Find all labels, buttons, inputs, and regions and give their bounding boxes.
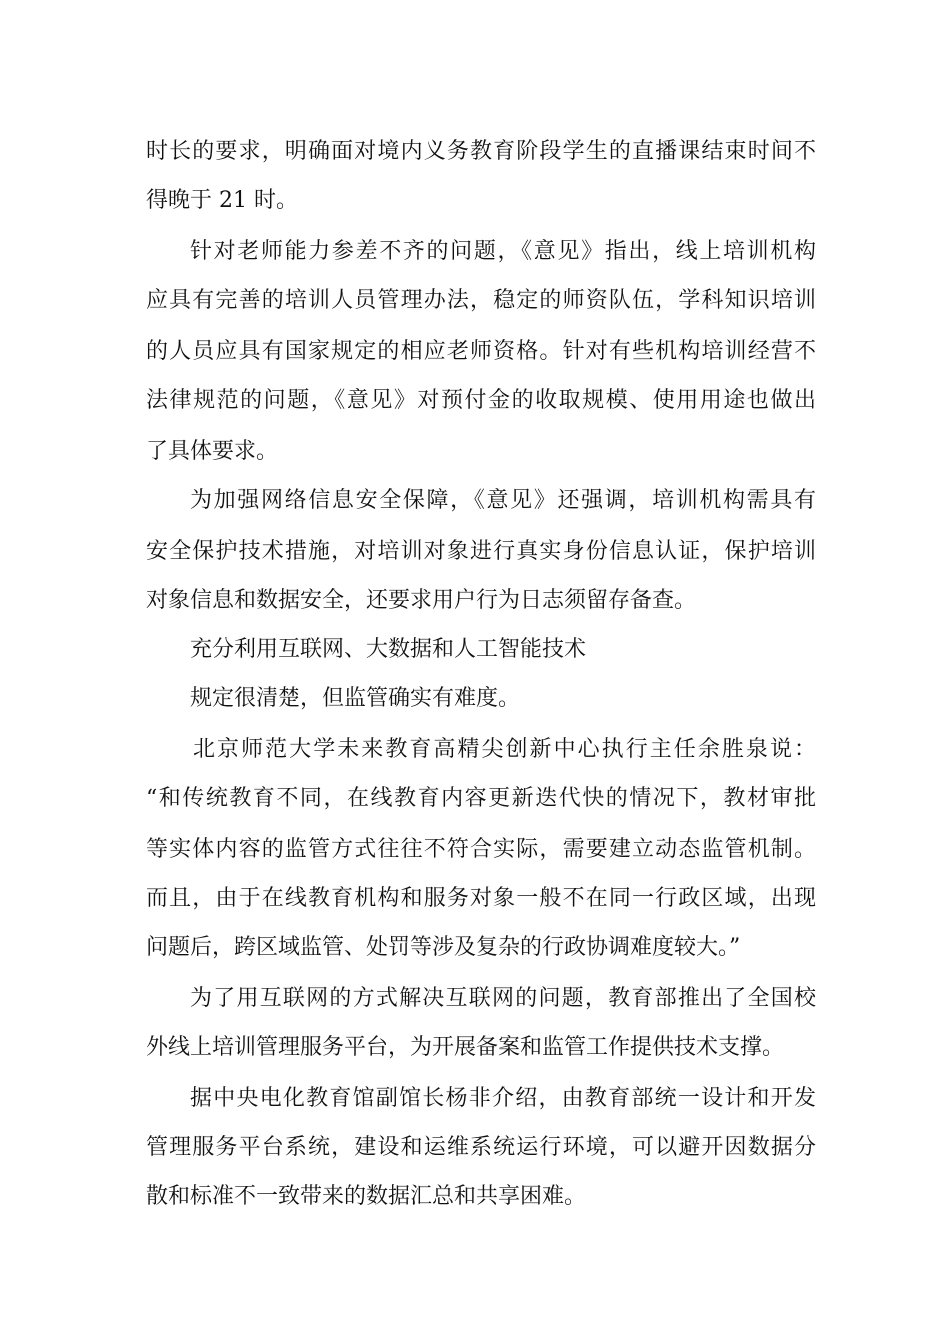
text-line: 散和标准不一致带来的数据汇总和共享困难。 (146, 1184, 587, 1209)
text-line: 等实体内容的监管方式往往不符合实际，需要建立动态监管机制。 (146, 837, 816, 862)
text-line: 问题后，跨区域监管、处罚等涉及复杂的行政协调难度较大。” (146, 935, 741, 960)
text-line: 应具有完善的培训人员管理办法，稳定的师资队伍，学科知识培训 (146, 288, 816, 313)
text-line: 的人员应具有国家规定的相应老师资格。针对有些机构培训经营不 (146, 339, 816, 364)
paragraph-first-line: 北京师范大学未来教育高精尖创新中心执行主任余胜泉说： (193, 737, 816, 762)
text-line: 了具体要求。 (146, 439, 279, 464)
text-line: 对象信息和数据安全，还要求用户行为日志须留存备查。 (146, 588, 697, 613)
text-line: 安全保护技术措施，对培训对象进行真实身份信息认证，保护培训 (146, 539, 816, 564)
text-line: 而且，由于在线教育机构和服务对象一般不在同一行政区域，出现 (146, 886, 816, 911)
section-heading: 充分利用互联网、大数据和人工智能技术 (190, 637, 587, 662)
text-line: “和传统教育不同，在线教育内容更新迭代快的情况下，教材审批 (146, 786, 816, 811)
paragraph-first-line: 为了用互联网的方式解决互联网的问题，教育部推出了全国校 (190, 986, 816, 1011)
text-line: 外线上培训管理服务平台，为开展备案和监管工作提供技术支撑。 (146, 1035, 785, 1060)
paragraph-first-line: 针对老师能力参差不齐的问题，《意见》指出，线上培训机构 (190, 239, 816, 264)
paragraph-first-line: 为加强网络信息安全保障，《意见》还强调，培训机构需具有 (190, 488, 816, 513)
paragraph-first-line: 据中央电化教育馆副馆长杨非介绍，由教育部统一设计和开发 (190, 1086, 816, 1111)
text-line: 得晚于 21 时。 (146, 188, 298, 213)
text-line: 时长的要求，明确面对境内义务教育阶段学生的直播课结束时间不 (146, 139, 816, 164)
text-line: 法律规范的问题，《意见》对预付金的收取规模、使用用途也做出 (146, 388, 816, 413)
paragraph-first-line: 规定很清楚，但监管确实有难度。 (190, 686, 521, 711)
text-line: 管理服务平台系统，建设和运维系统运行环境，可以避开因数据分 (146, 1135, 816, 1160)
